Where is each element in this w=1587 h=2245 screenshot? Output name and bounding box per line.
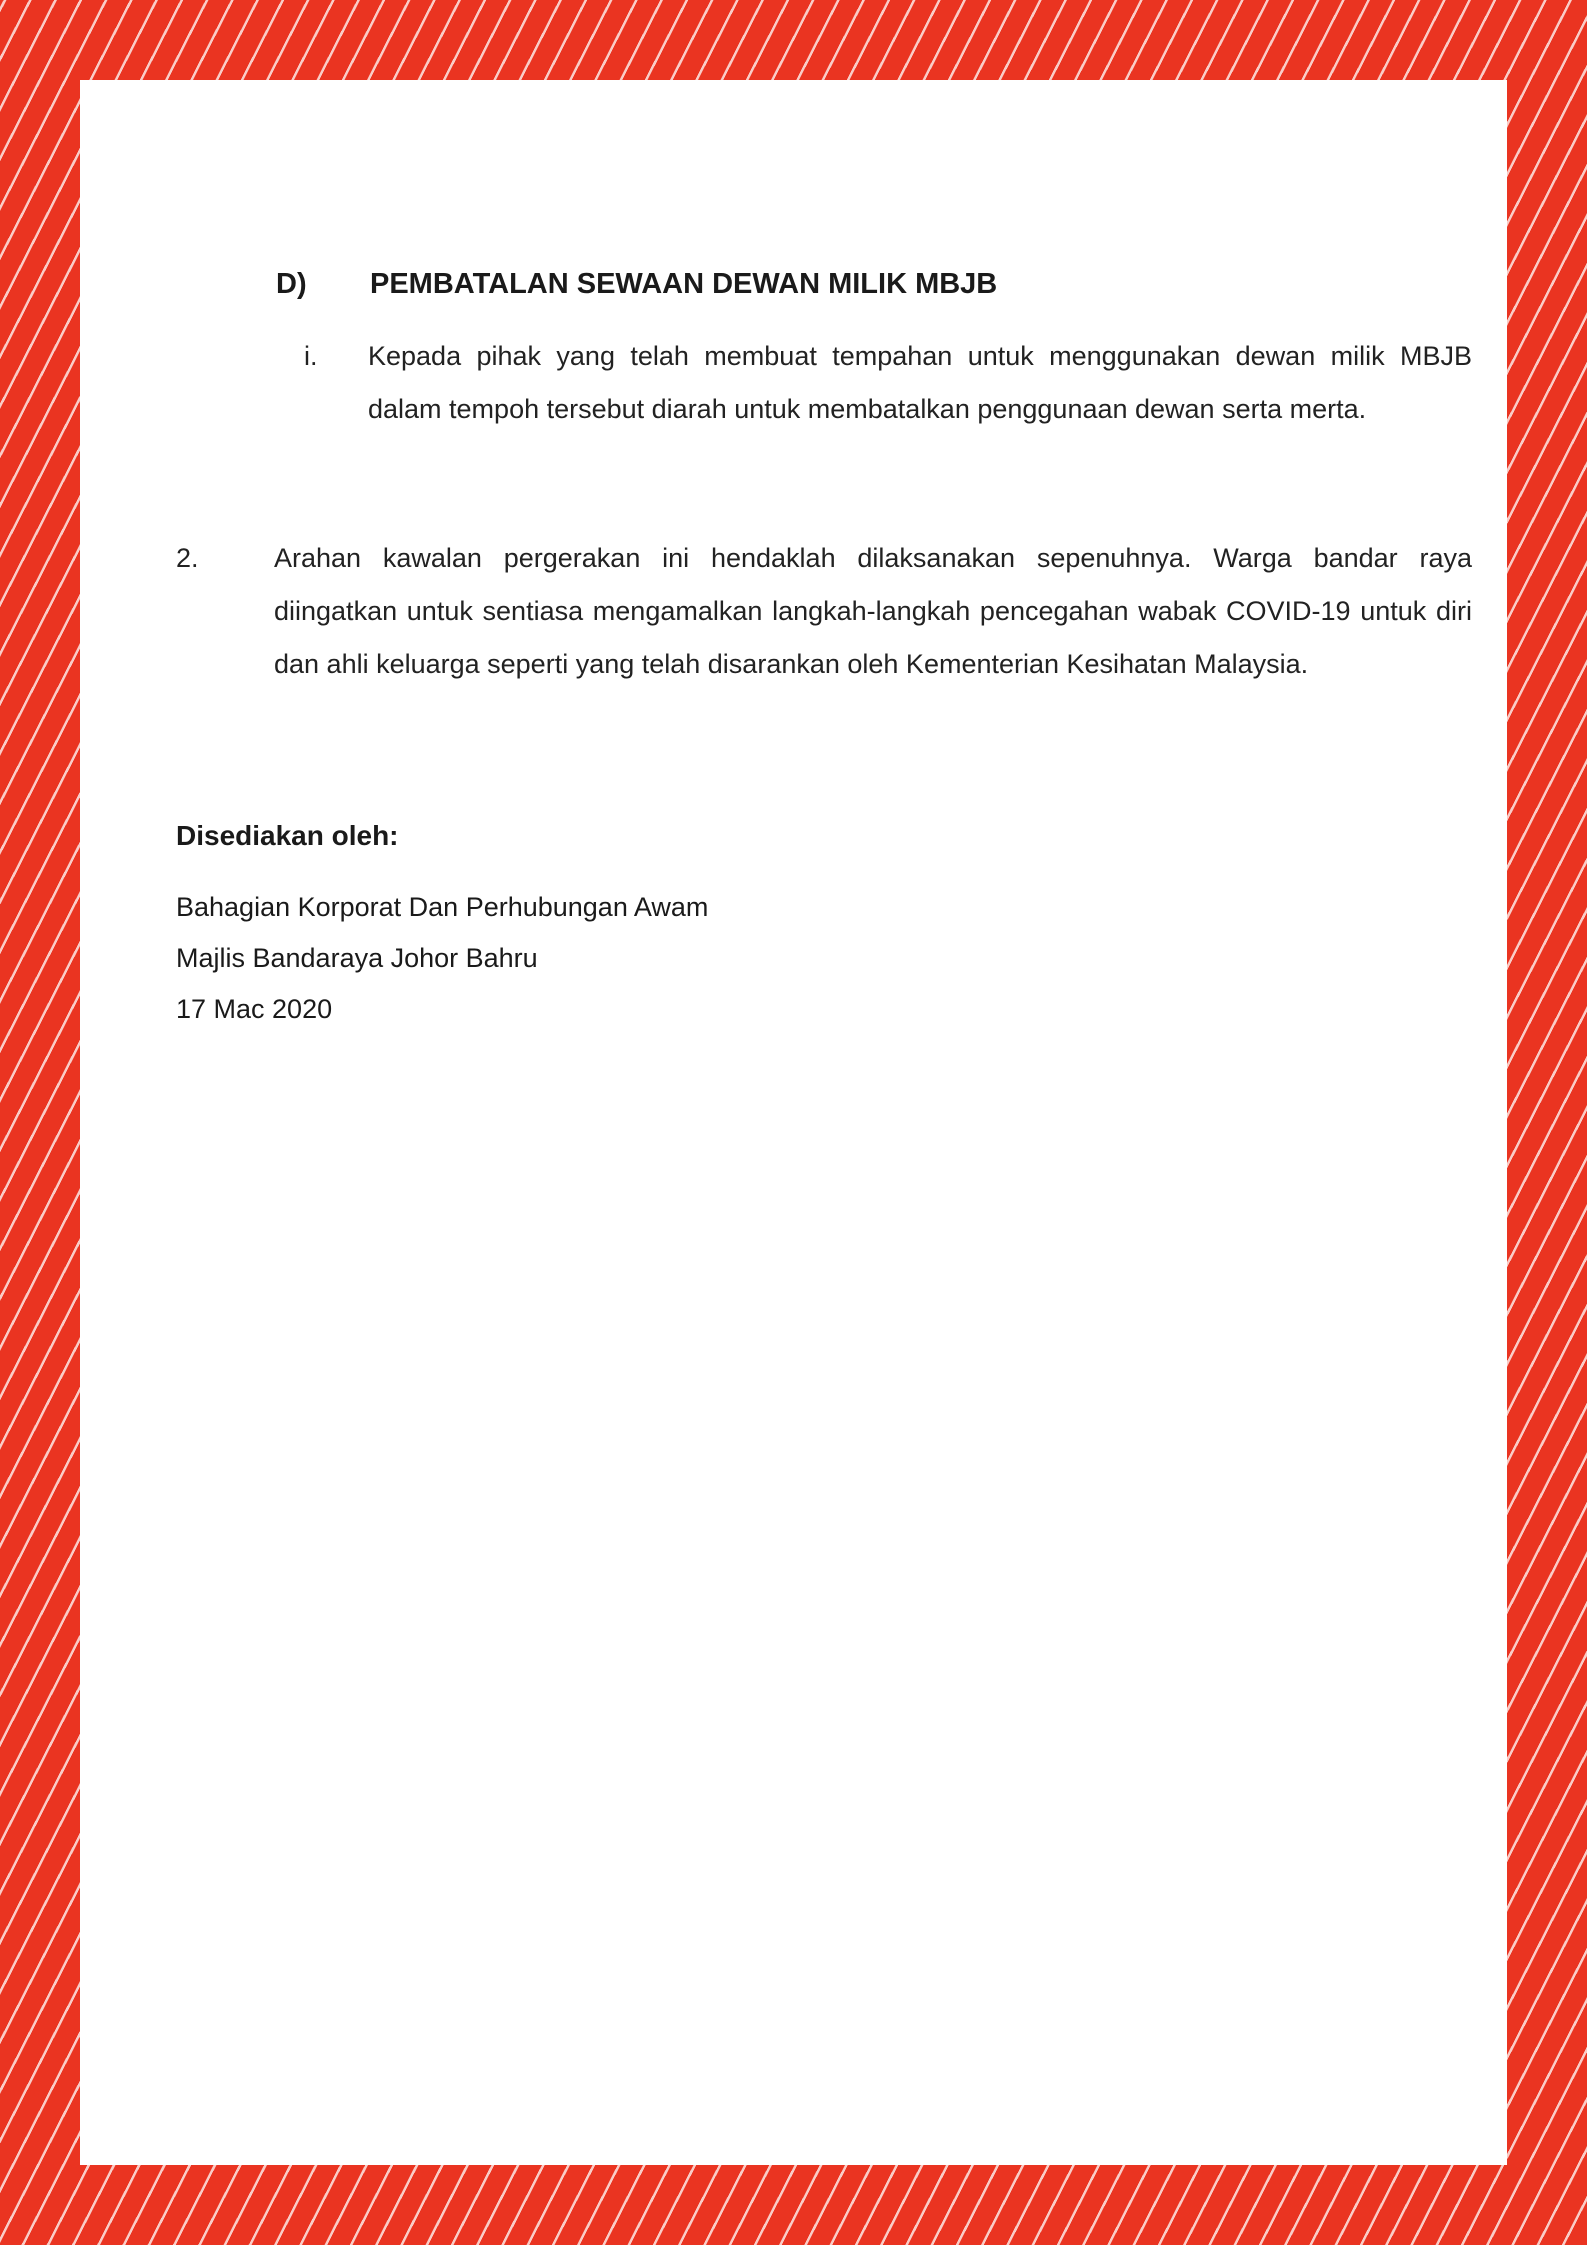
section-d-label: D)	[276, 268, 307, 300]
item-i-marker: i.	[304, 341, 318, 371]
prepared-by-date: 17 Mac 2020	[176, 994, 333, 1024]
prepared-by-label: Disediakan oleh:	[176, 820, 399, 851]
prepared-by-organization: Majlis Bandaraya Johor Bahru	[176, 943, 538, 973]
section-d-title: PEMBATALAN SEWAAN DEWAN MILIK MBJB	[370, 268, 998, 300]
paragraph-2-text: Arahan kawalan pergerakan ini hendaklah dilaksanakan sepenuhnya. Warga bandar raya diingatkan untuk sentiasa mengamalkan langkah-langkah pencegahan wabak COVID-19 untuk diri dan ahli keluarga seperti yang telah disarankan oleh Kementerian Kesihatan Malaysia.	[274, 543, 1472, 679]
paragraph-2-marker: 2.	[176, 543, 199, 573]
prepared-by-department: Bahagian Korporat Dan Perhubungan Awam	[176, 892, 709, 922]
item-i-text: Kepada pihak yang telah membuat tempahan untuk menggunakan dewan milik MBJB dalam tempoh tersebut diarah untuk membatalkan penggunaan dewan serta merta.	[368, 341, 1472, 424]
document-page	[80, 80, 1507, 2165]
